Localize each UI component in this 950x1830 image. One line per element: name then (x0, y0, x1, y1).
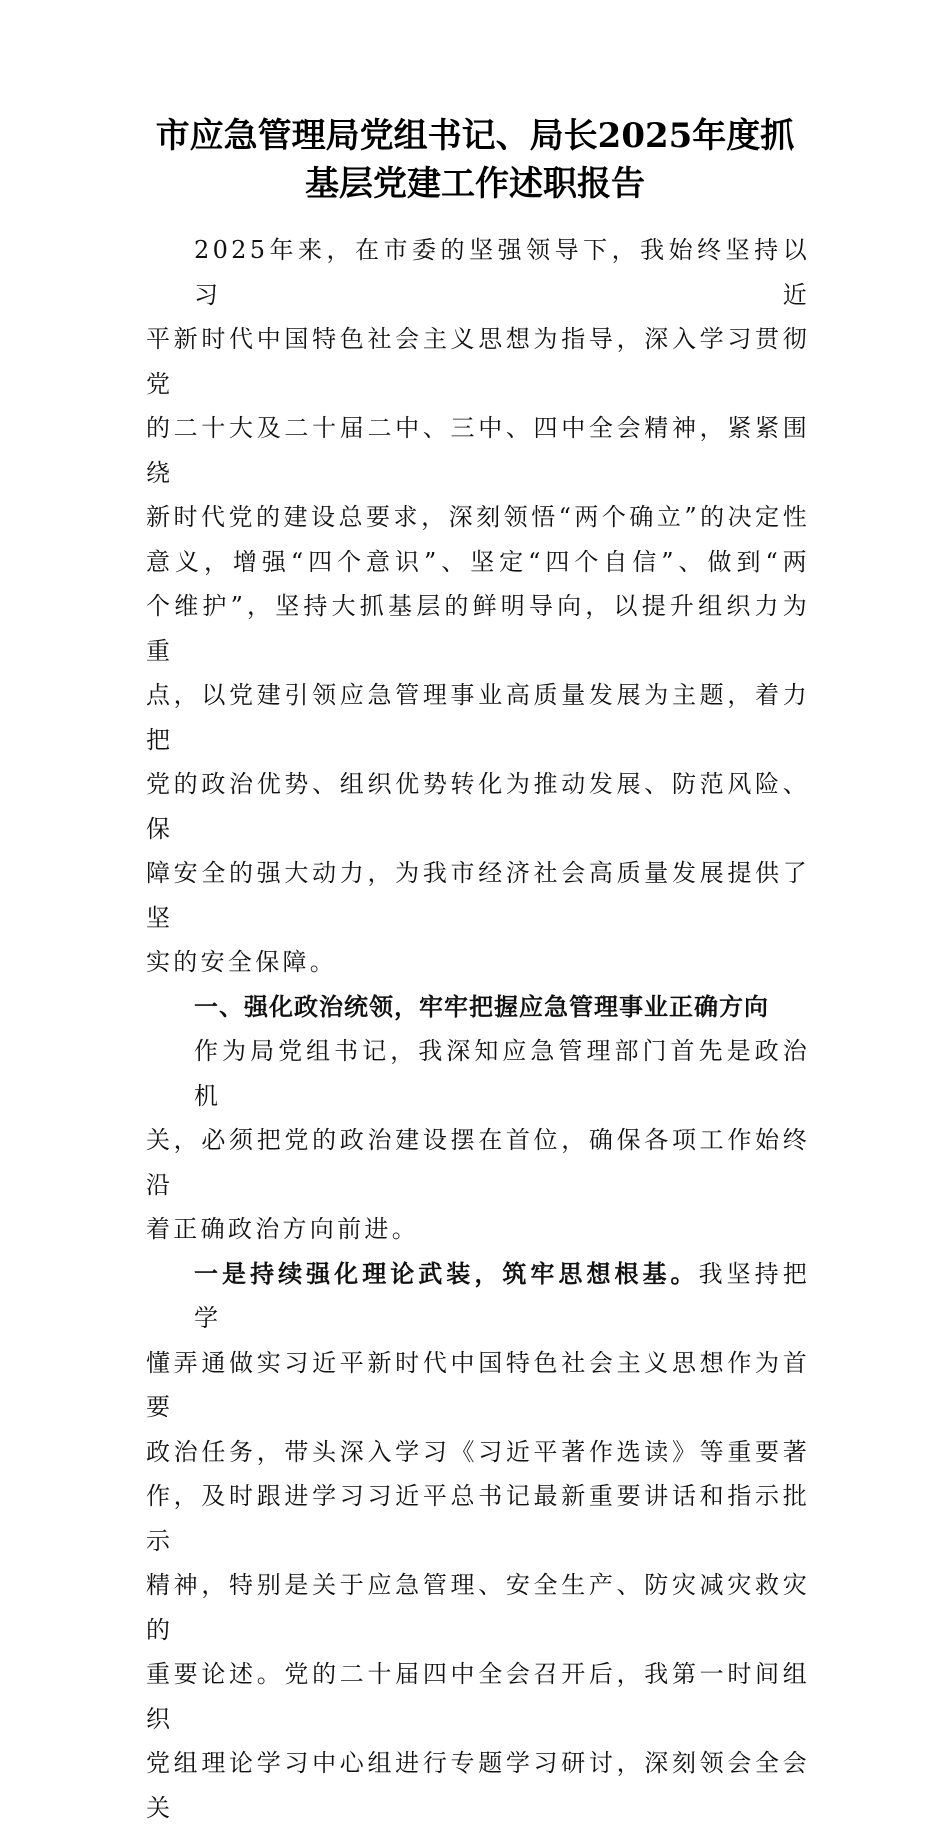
paragraph-line: 实的安全保障。 (146, 940, 810, 985)
section-heading-1 (146, 985, 810, 1030)
paragraph-line: 重要论述。党的二十届四中全会召开后，我第一时间组织 (146, 1652, 810, 1741)
paragraph-line: 2025年来，在市委的坚强领导下，我始终坚持以习近 (146, 228, 810, 317)
paragraph-line (146, 1252, 810, 1341)
paragraph-line: 党的政治优势、组织优势转化为推动发展、防范风险、保 (146, 762, 810, 851)
intro-paragraph (146, 228, 810, 985)
point-1-lead: 一是持续强化理论武装，筑牢思想根基。 (194, 1259, 699, 1288)
document-body (146, 228, 810, 1830)
section-1-intro-paragraph (146, 1029, 810, 1252)
document-title (120, 112, 830, 208)
point-1-paragraph (146, 1252, 810, 1830)
paragraph-line: 关，必须把党的政治建设摆在首位，确保各项工作始终沿 (146, 1118, 810, 1207)
section-heading-text: 一、强化政治统领，牢牢把握应急管理事业正确方向 (146, 985, 810, 1030)
paragraph-line: 障安全的强大动力，为我市经济社会高质量发展提供了坚 (146, 851, 810, 940)
paragraph-line: 作，及时跟进学习习近平总书记最新重要讲话和指示批示 (146, 1474, 810, 1563)
point-1-first-rest: 我坚持把学 (194, 1260, 810, 1333)
paragraph-line: 的二十大及二十届二中、三中、四中全会精神，紧紧围绕 (146, 406, 810, 495)
paragraph-line: 着正确政治方向前进。 (146, 1207, 810, 1252)
paragraph-line: 懂弄通做实习近平新时代中国特色社会主义思想作为首要 (146, 1341, 810, 1430)
title-line-2: 基层党建工作述职报告 (120, 160, 830, 208)
title-line-1: 市应急管理局党组书记、局长2025年度抓 (120, 112, 830, 160)
paragraph-line: 政治任务，带头深入学习《习近平著作选读》等重要著 (146, 1430, 810, 1475)
paragraph-line: 党组理论学习中心组进行专题学习研讨，深刻领会全会关 (146, 1741, 810, 1830)
paragraph-line: 点，以党建引领应急管理事业高质量发展为主题，着力把 (146, 673, 810, 762)
paragraph-line: 意义，增强“四个意识”、坚定“四个自信”、做到“两 (146, 540, 810, 585)
paragraph-line: 作为局党组书记，我深知应急管理部门首先是政治机 (146, 1029, 810, 1118)
paragraph-line: 精神，特别是关于应急管理、安全生产、防灾减灾救灾的 (146, 1563, 810, 1652)
paragraph-line: 平新时代中国特色社会主义思想为指导，深入学习贯彻党 (146, 317, 810, 406)
paragraph-line: 新时代党的建设总要求，深刻领悟“两个确立”的决定性 (146, 495, 810, 540)
paragraph-line: 个维护”，坚持大抓基层的鲜明导向，以提升组织力为重 (146, 584, 810, 673)
